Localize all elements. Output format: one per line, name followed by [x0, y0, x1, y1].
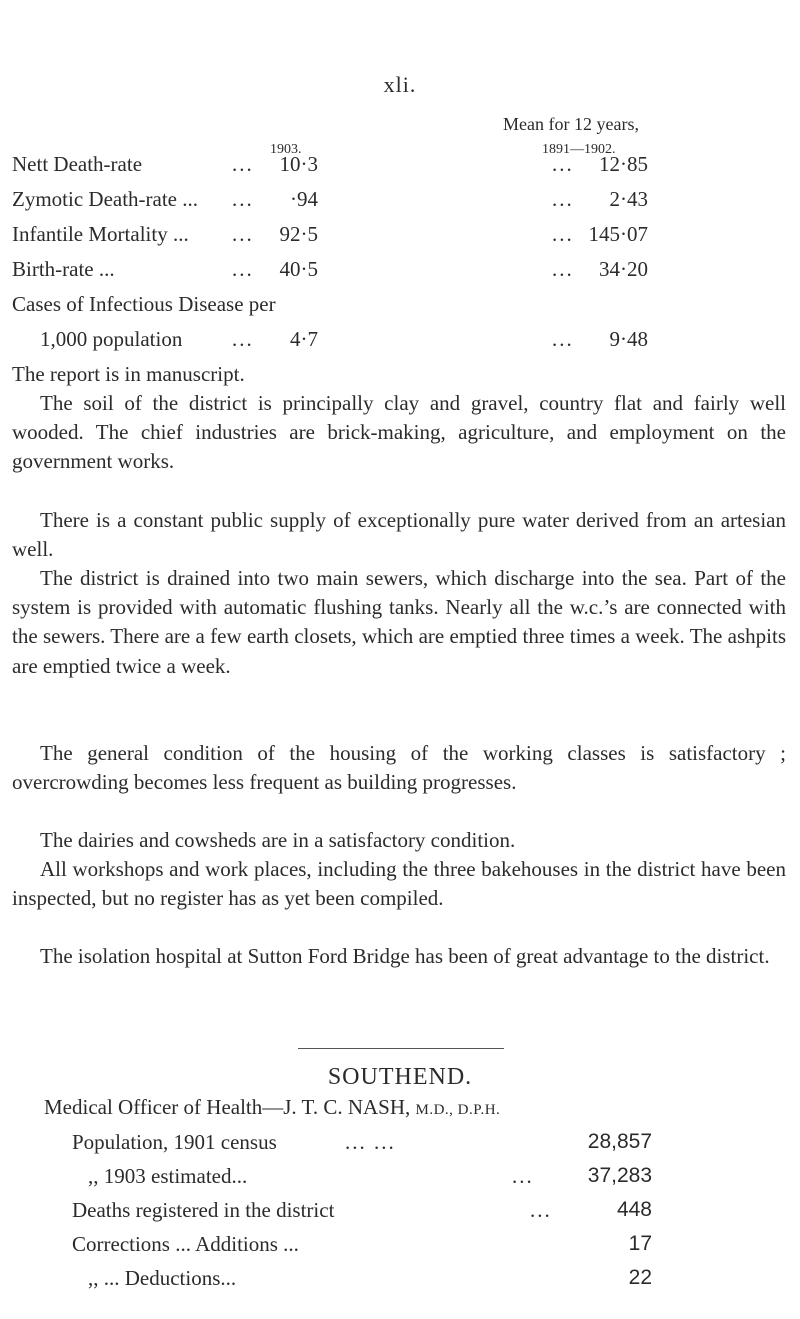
paragraph-text: The general condition of the housing of the working classes is satisfactory ; overcrowding becomes less frequent as building progresses. — [12, 741, 786, 795]
row-label: Nett Death-rate — [12, 152, 143, 176]
cases-label-line-1: Cases of Infectious Disease per — [12, 292, 276, 316]
row-leader: ... — [552, 257, 574, 281]
value-1903: 4·7 — [290, 327, 318, 351]
section-divider — [298, 1048, 504, 1049]
item-leader: ... — [530, 1198, 552, 1222]
table-row — [0, 150, 800, 178]
paragraph — [12, 826, 786, 855]
row-label: Zymotic Death-rate ... — [12, 187, 199, 211]
row-label: Infantile Mortality ... — [12, 222, 189, 246]
list-item — [0, 1229, 800, 1259]
header-mean: Mean for 12 years, — [503, 114, 639, 134]
header-1903: 1903. — [270, 142, 302, 157]
list-item — [0, 1195, 800, 1225]
item-leader: ... — [512, 1164, 534, 1188]
list-item — [0, 1263, 800, 1293]
medical-officer-line — [44, 1095, 500, 1120]
value-1903: ·94 — [290, 187, 318, 211]
item-label: Corrections ... Additions ... — [72, 1232, 299, 1256]
paragraph-text: The report is in manuscript. — [12, 362, 245, 386]
value-mean: 34·20 — [599, 257, 648, 281]
table-row — [0, 255, 800, 283]
item-value: 28,857 — [587, 1130, 652, 1153]
row-leader: ... — [552, 327, 574, 351]
value-mean: 9·48 — [609, 327, 648, 351]
row-label: 1,000 population — [40, 327, 183, 351]
page-number: xli. — [383, 72, 417, 97]
row-leader: ... — [552, 152, 574, 176]
table-row — [0, 325, 800, 353]
table-row — [0, 220, 800, 248]
paragraph — [12, 506, 786, 564]
paragraph — [12, 942, 786, 971]
row-leader: ... — [232, 327, 254, 351]
paragraph-text: There is a constant public supply of exceptionally pure water derived from an artesian well. — [12, 508, 786, 562]
list-item — [0, 1127, 800, 1157]
paragraph-text: The isolation hospital at Sutton Ford Bridge has been of great advantage to the district. — [40, 944, 770, 968]
item-label: Deaths registered in the district — [72, 1198, 335, 1222]
value-mean: 12·85 — [599, 152, 648, 176]
item-label: ,, 1903 estimated... — [88, 1164, 248, 1188]
paragraph — [12, 855, 786, 913]
paragraph-text: All workshops and work places, including the three bakehouses in the district have been inspected, but no register has as yet been compiled. — [12, 857, 786, 911]
value-1903: 92·5 — [279, 222, 318, 246]
item-label: Population, 1901 census — [72, 1130, 277, 1154]
paragraph — [12, 360, 786, 389]
row-leader: ... — [232, 257, 254, 281]
item-label: ,, ... Deductions... — [88, 1266, 237, 1290]
row-label: Birth-rate ... — [12, 257, 115, 281]
value-mean: 2·43 — [609, 187, 648, 211]
value-1903: 40·5 — [279, 257, 318, 281]
header-mean-range: 1891—1902. — [542, 142, 616, 157]
paragraph — [12, 739, 786, 797]
table-row — [0, 185, 800, 213]
list-item — [0, 1161, 800, 1191]
row-leader: ... — [232, 187, 254, 211]
row-leader: ... — [552, 187, 574, 211]
item-leader: ... ... — [345, 1130, 396, 1154]
value-mean: 145·07 — [588, 222, 648, 246]
row-leader: ... — [232, 152, 254, 176]
paragraph — [12, 564, 786, 681]
item-value: 22 — [628, 1266, 652, 1289]
paragraph — [12, 389, 786, 477]
paragraph-text: The soil of the district is principally clay and gravel, country flat and fairly well wooded. The chief industries are brick-making, agriculture, and employment on the government works. — [12, 391, 786, 474]
paragraph-text: The district is drained into two main sewers, which discharge into the sea. Part of the system is provided with automatic flushing tanks. Nearly all the w.c.’s are connected with the sewers. There are a few earth closets, which are emptied three times a week. The ashpits are emptied twice a week. — [12, 566, 786, 678]
row-leader: ... — [232, 222, 254, 246]
row-leader: ... — [552, 222, 574, 246]
medical-officer-degrees: M.D., D.P.H. — [415, 1102, 501, 1118]
item-value: 448 — [616, 1198, 652, 1221]
value-1903: 10·3 — [279, 152, 318, 176]
medical-officer-name: Medical Officer of Health—J. T. C. NASH, — [44, 1095, 411, 1119]
paragraph-text: The dairies and cowsheds are in a satisfactory condition. — [40, 828, 516, 852]
item-value: 17 — [628, 1232, 652, 1255]
section-title-southend: SOUTHEND. — [327, 1064, 473, 1090]
item-value: 37,283 — [587, 1164, 652, 1187]
